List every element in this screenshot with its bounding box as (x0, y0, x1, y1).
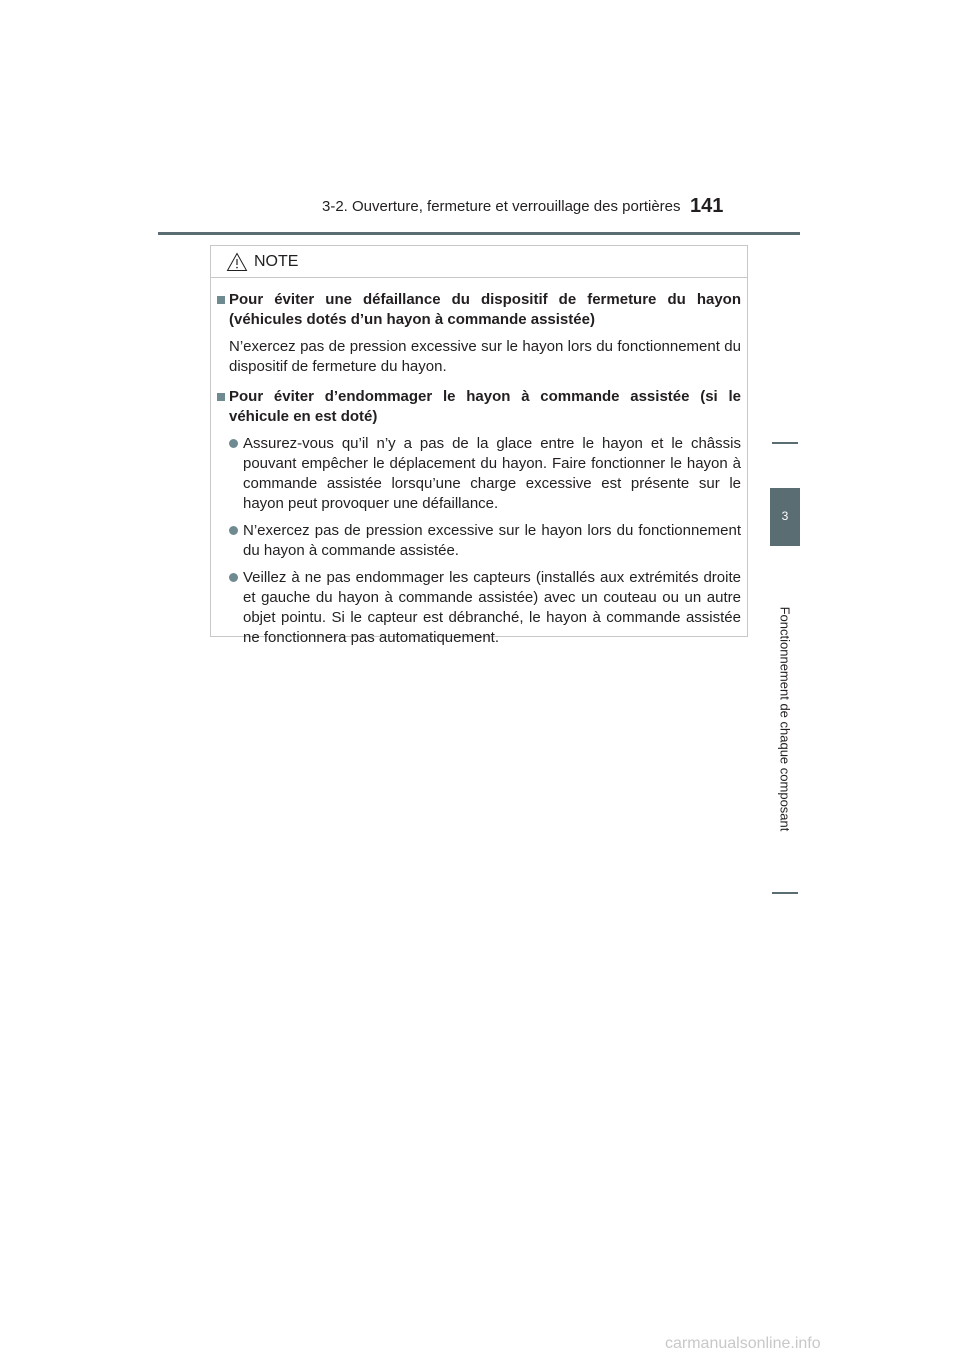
square-bullet-icon (217, 296, 225, 304)
section-text: N’exercez pas de pression excessive sur le hayon lors du fonctionnement du dispositif de fermeture du hayon. (229, 338, 741, 375)
page-number: 141 (690, 195, 724, 217)
side-rule-top (772, 442, 798, 444)
note-section-closer (217, 290, 741, 377)
list-item-text: N’exercez pas de pression excessive sur le hayon lors du fonctionnement du hayon à commande assistée. (243, 522, 741, 559)
note-title: NOTE (254, 252, 299, 270)
square-bullet-icon (217, 393, 225, 401)
list-item-text: Assurez-vous qu’il n’y a pas de la glace entre le hayon et le châssis pouvant empêcher le déplacement du hayon. Faire fonctionner le hayon à commande assistée lorsqu’une charge excessive est présente sur le hayon peut provoquer une défaillance. (243, 435, 741, 512)
header-rule (158, 232, 800, 235)
side-rule-bottom (772, 892, 798, 894)
round-bullet-icon (229, 439, 238, 448)
note-header (211, 246, 747, 278)
note-section-power-hatch (217, 387, 741, 648)
watermark: carmanualsonline.info (665, 1335, 821, 1352)
section-heading: Pour éviter une défaillance du dispositif de fermeture du hayon (véhicules dotés d’un hayon à commande assistée) (229, 291, 741, 328)
round-bullet-icon (229, 526, 238, 535)
section-heading: Pour éviter d’endommager le hayon à commande assistée (si le véhicule en est doté) (229, 388, 741, 425)
note-box (210, 245, 748, 646)
list-item (229, 434, 741, 514)
chapter-tab (770, 488, 800, 546)
chapter-number: 3 (781, 509, 789, 523)
round-bullet-icon (229, 573, 238, 582)
section-title: 3-2. Ouverture, fermeture et verrouillage des portières (322, 198, 681, 215)
chapter-label: Fonctionnement de chaque composant (777, 606, 793, 832)
warning-triangle-icon (226, 252, 248, 272)
note-body (211, 278, 747, 648)
list-item (229, 521, 741, 561)
list-item-text: Veillez à ne pas endommager les capteurs (installés aux extrémités droite et gauche du hayon à commande assistée) avec un couteau ou un autre objet pointu. Si le capteur est débranché, le hayon à commande assistée ne fonctionnera pas automatiquement. (243, 569, 741, 646)
list-item (229, 568, 741, 648)
